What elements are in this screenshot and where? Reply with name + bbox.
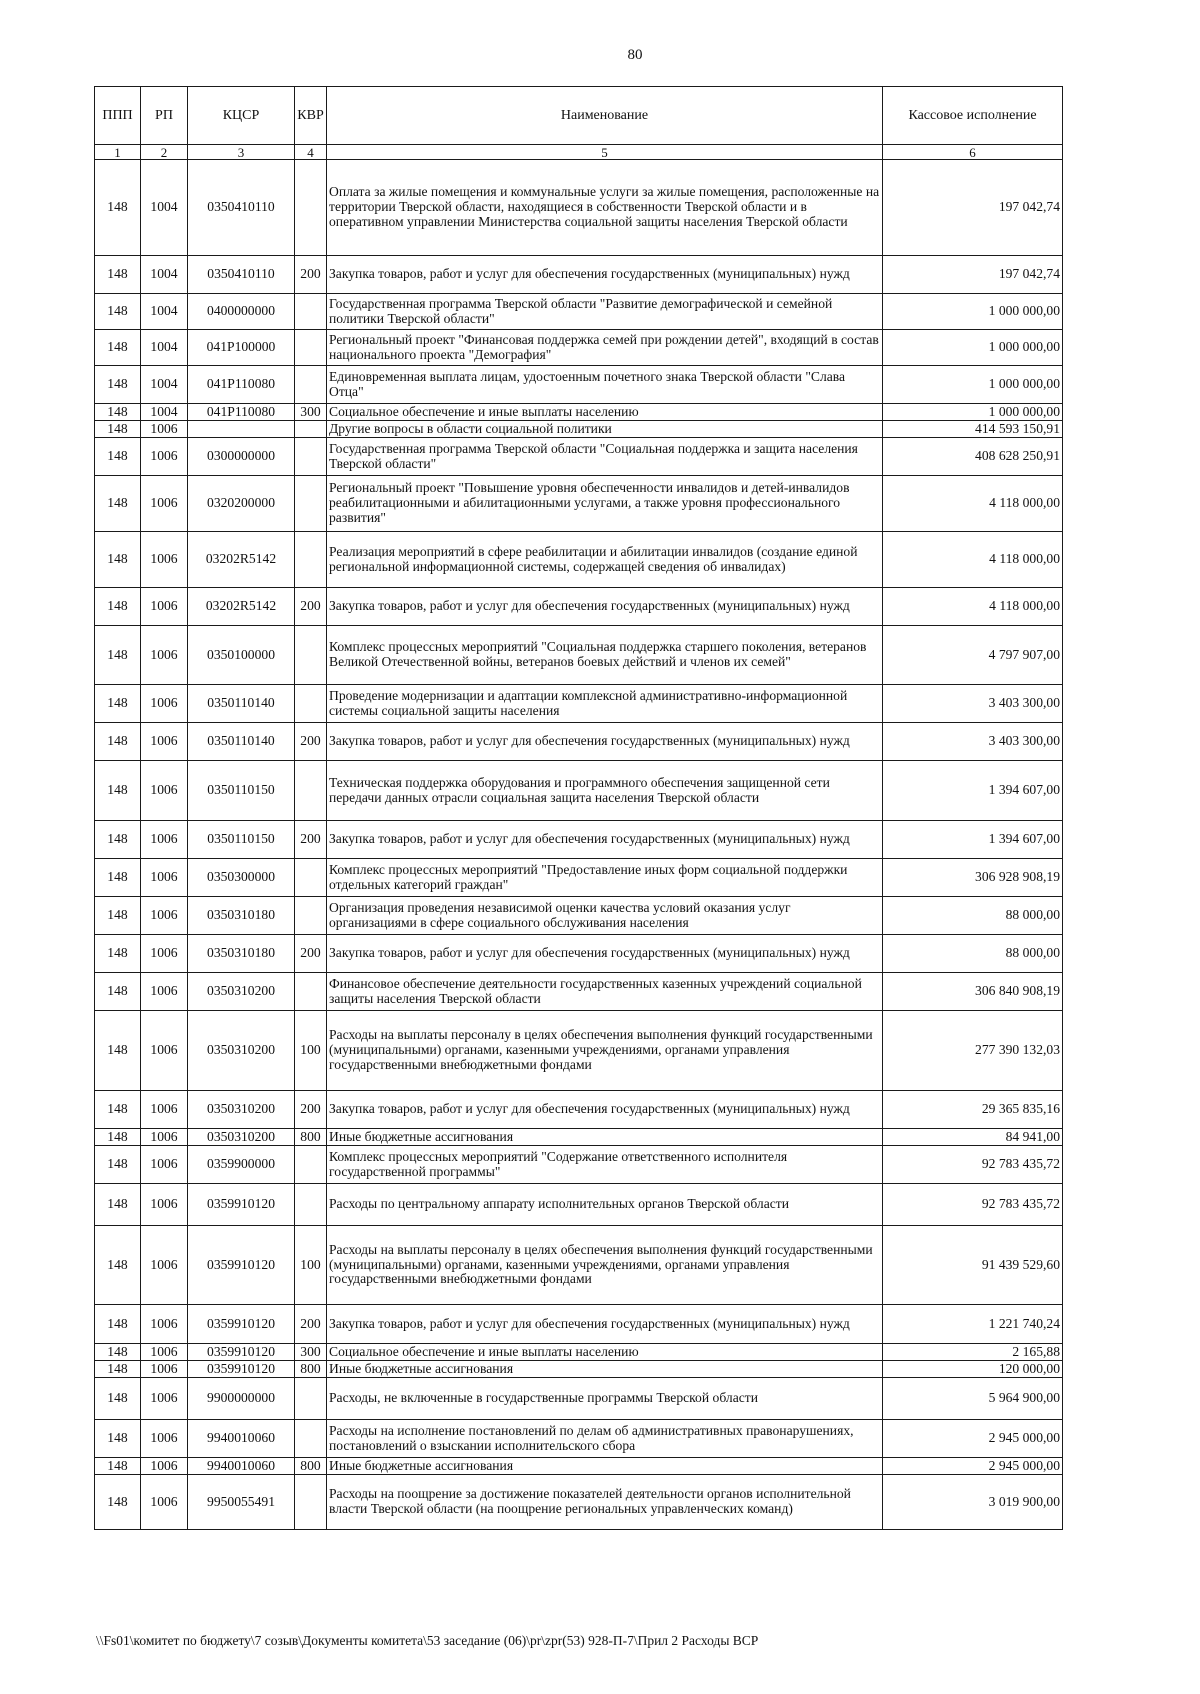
cell-kvr: 200: [295, 1091, 327, 1129]
cell-name: Расходы на исполнение постановлений по делам об административных правонарушениях, постановлений о взыскании исполнительского сбора: [327, 1420, 883, 1458]
cell-name: Единовременная выплата лицам, удостоенным почетного знака Тверской области "Слава Отца": [327, 366, 883, 404]
cell-amount: 1 000 000,00: [883, 294, 1063, 330]
cell-name: Расходы на выплаты персоналу в целях обеспечения выполнения функций государственными (муниципальными) органами, казенными учреждениями, органами управления государственными внебюджетными фондами: [327, 1011, 883, 1091]
cell-amount: 197 042,74: [883, 160, 1063, 256]
cell-name: Иные бюджетные ассигнования: [327, 1361, 883, 1378]
cell-ppp: 148: [95, 821, 141, 859]
cell-amount: 1 394 607,00: [883, 821, 1063, 859]
cell-rp: 1006: [141, 1458, 188, 1475]
cell-amount: 4 797 907,00: [883, 626, 1063, 685]
cell-ppp: 148: [95, 1420, 141, 1458]
cell-name: Закупка товаров, работ и услуг для обеспечения государственных (муниципальных) нужд: [327, 1091, 883, 1129]
cell-amount: 92 783 435,72: [883, 1184, 1063, 1226]
cell-name: Закупка товаров, работ и услуг для обеспечения государственных (муниципальных) нужд: [327, 1305, 883, 1344]
cell-kcsr: 0350110140: [188, 723, 295, 761]
cell-rp: 1006: [141, 588, 188, 626]
cell-amount: 2 945 000,00: [883, 1420, 1063, 1458]
cell-amount: 408 628 250,91: [883, 438, 1063, 476]
cell-name: Региональный проект "Финансовая поддержка семей при рождении детей", входящий в состав национального проекта "Демография": [327, 330, 883, 366]
cell-rp: 1006: [141, 532, 188, 588]
cell-ppp: 148: [95, 1458, 141, 1475]
cell-kcsr: [188, 421, 295, 438]
cell-ppp: 148: [95, 1475, 141, 1530]
table-row: [95, 626, 1063, 685]
cell-amount: 1 394 607,00: [883, 761, 1063, 821]
cell-kvr: 800: [295, 1458, 327, 1475]
cell-ppp: 148: [95, 588, 141, 626]
cell-ppp: 148: [95, 1305, 141, 1344]
cell-rp: 1006: [141, 723, 188, 761]
cell-name: Социальное обеспечение и иные выплаты населению: [327, 404, 883, 421]
table-row: [95, 1129, 1063, 1146]
cell-ppp: 148: [95, 1361, 141, 1378]
cell-ppp: 148: [95, 1091, 141, 1129]
cell-kcsr: 0359910120: [188, 1184, 295, 1226]
cell-name: Другие вопросы в области социальной политики: [327, 421, 883, 438]
table-row: [95, 859, 1063, 897]
table-row: [95, 588, 1063, 626]
cell-rp: 1004: [141, 160, 188, 256]
cell-rp: 1006: [141, 1011, 188, 1091]
cell-kcsr: 0359910120: [188, 1305, 295, 1344]
cell-kcsr: 0320200000: [188, 476, 295, 532]
cell-rp: 1006: [141, 821, 188, 859]
cell-kvr: [295, 532, 327, 588]
header-row: [95, 87, 1063, 145]
cell-ppp: 148: [95, 626, 141, 685]
cell-kvr: [295, 761, 327, 821]
cell-kvr: 800: [295, 1129, 327, 1146]
table-row: [95, 1361, 1063, 1378]
cell-rp: 1006: [141, 1226, 188, 1305]
cell-kvr: [295, 421, 327, 438]
table-row: [95, 935, 1063, 973]
cell-rp: 1006: [141, 1091, 188, 1129]
cell-name: Закупка товаров, работ и услуг для обеспечения государственных (муниципальных) нужд: [327, 935, 883, 973]
cell-amount: 3 019 900,00: [883, 1475, 1063, 1530]
cell-amount: 5 964 900,00: [883, 1378, 1063, 1420]
header-kvr: КВР: [295, 87, 327, 145]
cell-ppp: 148: [95, 1146, 141, 1184]
cell-name: Оплата за жилые помещения и коммунальные услуги за жилые помещения, расположенные на территории Тверской области, находящиеся в собственности Тверской области и в оперативном управлении Министерства социальной защиты населения Тверской области: [327, 160, 883, 256]
cell-amount: 4 118 000,00: [883, 532, 1063, 588]
cell-amount: 1 000 000,00: [883, 404, 1063, 421]
cell-amount: 2 165,88: [883, 1344, 1063, 1361]
table-row: [95, 1226, 1063, 1305]
cell-amount: 88 000,00: [883, 935, 1063, 973]
cell-name: Комплекс процессных мероприятий "Социальная поддержка старшего поколения, ветеранов Великой Отечественной войны, ветеранов боевых действий и членов их семей": [327, 626, 883, 685]
header-name: Наименование: [327, 87, 883, 145]
cell-name: Расходы, не включенные в государственные программы Тверской области: [327, 1378, 883, 1420]
table-row: [95, 294, 1063, 330]
cell-ppp: 148: [95, 1378, 141, 1420]
cell-kvr: [295, 685, 327, 723]
cell-kvr: [295, 1420, 327, 1458]
cell-name: Расходы на поощрение за достижение показателей деятельности органов исполнительной власти Тверской области (на поощрение региональных управленческих команд): [327, 1475, 883, 1530]
column-number: 5: [327, 145, 883, 160]
cell-rp: 1006: [141, 421, 188, 438]
cell-kcsr: 0350410110: [188, 160, 295, 256]
table-row: [95, 1146, 1063, 1184]
cell-rp: 1006: [141, 935, 188, 973]
cell-kcsr: 041P110080: [188, 366, 295, 404]
cell-ppp: 148: [95, 404, 141, 421]
column-number: 6: [883, 145, 1063, 160]
cell-rp: 1006: [141, 626, 188, 685]
cell-rp: 1006: [141, 1305, 188, 1344]
table-row: [95, 1378, 1063, 1420]
table-row: [95, 160, 1063, 256]
cell-amount: 92 783 435,72: [883, 1146, 1063, 1184]
cell-ppp: 148: [95, 761, 141, 821]
table-row: [95, 1344, 1063, 1361]
cell-kcsr: 041P110080: [188, 404, 295, 421]
table-row: [95, 1091, 1063, 1129]
cell-amount: 1 000 000,00: [883, 330, 1063, 366]
cell-amount: 91 439 529,60: [883, 1226, 1063, 1305]
cell-amount: 4 118 000,00: [883, 476, 1063, 532]
cell-kvr: [295, 1146, 327, 1184]
cell-name: Организация проведения независимой оценки качества условий оказания услуг организациями в сфере социального обслуживания населения: [327, 897, 883, 935]
page-number: 80: [627, 47, 643, 63]
column-number: 4: [295, 145, 327, 160]
table-row: [95, 723, 1063, 761]
cell-kvr: 100: [295, 1011, 327, 1091]
cell-rp: 1006: [141, 859, 188, 897]
cell-kcsr: 9950055491: [188, 1475, 295, 1530]
table-row: [95, 476, 1063, 532]
cell-kvr: [295, 1378, 327, 1420]
cell-kvr: 200: [295, 935, 327, 973]
cell-rp: 1006: [141, 761, 188, 821]
cell-kcsr: 0350300000: [188, 859, 295, 897]
cell-kvr: [295, 1475, 327, 1530]
cell-kcsr: 9900000000: [188, 1378, 295, 1420]
cell-rp: 1006: [141, 973, 188, 1011]
cell-ppp: 148: [95, 1129, 141, 1146]
header-amount: Кассовое исполнение: [883, 87, 1063, 145]
column-number: 1: [95, 145, 141, 160]
cell-kvr: 200: [295, 588, 327, 626]
cell-kcsr: 03202R5142: [188, 588, 295, 626]
table-row: [95, 1420, 1063, 1458]
header-rp: РП: [141, 87, 188, 145]
cell-kvr: 300: [295, 404, 327, 421]
cell-kvr: [295, 973, 327, 1011]
cell-rp: 1004: [141, 366, 188, 404]
cell-rp: 1006: [141, 1184, 188, 1226]
cell-ppp: 148: [95, 421, 141, 438]
cell-rp: 1006: [141, 685, 188, 723]
cell-rp: 1006: [141, 897, 188, 935]
cell-kcsr: 0350310200: [188, 1091, 295, 1129]
table-row: [95, 421, 1063, 438]
cell-kcsr: 0359910120: [188, 1344, 295, 1361]
column-number: 2: [141, 145, 188, 160]
cell-amount: 29 365 835,16: [883, 1091, 1063, 1129]
cell-ppp: 148: [95, 294, 141, 330]
cell-kvr: [295, 1184, 327, 1226]
cell-ppp: 148: [95, 1344, 141, 1361]
cell-amount: 88 000,00: [883, 897, 1063, 935]
cell-rp: 1006: [141, 476, 188, 532]
cell-kvr: 100: [295, 1226, 327, 1305]
cell-name: Расходы на выплаты персоналу в целях обеспечения выполнения функций государственными (муниципальными) органами, казенными учреждениями, органами управления государственными внебюджетными фондами: [327, 1226, 883, 1305]
table-row: [95, 1458, 1063, 1475]
cell-kcsr: 9940010060: [188, 1458, 295, 1475]
cell-ppp: 148: [95, 859, 141, 897]
cell-kvr: [295, 294, 327, 330]
cell-name: Финансовое обеспечение деятельности государственных казенных учреждений социальной защиты населения Тверской области: [327, 973, 883, 1011]
cell-ppp: 148: [95, 723, 141, 761]
cell-ppp: 148: [95, 366, 141, 404]
header-kcsr: КЦСР: [188, 87, 295, 145]
cell-amount: 4 118 000,00: [883, 588, 1063, 626]
cell-name: Расходы по центральному аппарату исполнительных органов Тверской области: [327, 1184, 883, 1226]
cell-rp: 1006: [141, 1420, 188, 1458]
cell-kcsr: 0350100000: [188, 626, 295, 685]
cell-kcsr: 0359910120: [188, 1226, 295, 1305]
cell-rp: 1006: [141, 1129, 188, 1146]
cell-ppp: 148: [95, 256, 141, 294]
table-body: [95, 160, 1063, 1530]
cell-kvr: 200: [295, 1305, 327, 1344]
cell-kcsr: 0350310200: [188, 1129, 295, 1146]
cell-kcsr: 0350310180: [188, 897, 295, 935]
cell-ppp: 148: [95, 1226, 141, 1305]
table-row: [95, 1305, 1063, 1344]
table-row: [95, 330, 1063, 366]
column-number: 3: [188, 145, 295, 160]
table-row: [95, 821, 1063, 859]
cell-rp: 1006: [141, 1361, 188, 1378]
table-row: [95, 897, 1063, 935]
cell-amount: 1 000 000,00: [883, 366, 1063, 404]
budget-table: [94, 86, 1063, 1530]
cell-kvr: [295, 476, 327, 532]
cell-name: Иные бюджетные ассигнования: [327, 1458, 883, 1475]
cell-kvr: 800: [295, 1361, 327, 1378]
table-row: [95, 438, 1063, 476]
cell-name: Техническая поддержка оборудования и программного обеспечения защищенной сети передачи данных отрасли социальная защита населения Тверской области: [327, 761, 883, 821]
cell-kvr: [295, 438, 327, 476]
cell-name: Закупка товаров, работ и услуг для обеспечения государственных (муниципальных) нужд: [327, 256, 883, 294]
cell-name: Закупка товаров, работ и услуг для обеспечения государственных (муниципальных) нужд: [327, 723, 883, 761]
cell-kcsr: 0400000000: [188, 294, 295, 330]
table-row: [95, 1184, 1063, 1226]
cell-name: Комплекс процессных мероприятий "Предоставление иных форм социальной поддержки отдельных категорий граждан": [327, 859, 883, 897]
cell-name: Иные бюджетные ассигнования: [327, 1129, 883, 1146]
cell-amount: 84 941,00: [883, 1129, 1063, 1146]
cell-name: Государственная программа Тверской области "Развитие демографической и семейной политики Тверской области": [327, 294, 883, 330]
cell-name: Государственная программа Тверской области "Социальная поддержка и защита населения Тверской области": [327, 438, 883, 476]
cell-kvr: [295, 897, 327, 935]
cell-ppp: 148: [95, 476, 141, 532]
cell-amount: 414 593 150,91: [883, 421, 1063, 438]
cell-amount: 120 000,00: [883, 1361, 1063, 1378]
cell-kcsr: 0350110140: [188, 685, 295, 723]
cell-ppp: 148: [95, 532, 141, 588]
cell-ppp: 148: [95, 1184, 141, 1226]
cell-name: Закупка товаров, работ и услуг для обеспечения государственных (муниципальных) нужд: [327, 821, 883, 859]
cell-ppp: 148: [95, 330, 141, 366]
cell-kcsr: 03202R5142: [188, 532, 295, 588]
cell-name: Проведение модернизации и адаптации комплексной административно-информационной системы социальной защиты населения: [327, 685, 883, 723]
table-row: [95, 366, 1063, 404]
table-row: [95, 973, 1063, 1011]
cell-kvr: 200: [295, 821, 327, 859]
cell-kcsr: 0350110150: [188, 761, 295, 821]
cell-kvr: [295, 859, 327, 897]
cell-kcsr: 0350310200: [188, 1011, 295, 1091]
table-row: [95, 256, 1063, 294]
cell-rp: 1006: [141, 438, 188, 476]
cell-rp: 1004: [141, 330, 188, 366]
cell-kcsr: 0350310180: [188, 935, 295, 973]
cell-ppp: 148: [95, 897, 141, 935]
cell-kcsr: 0300000000: [188, 438, 295, 476]
cell-ppp: 148: [95, 438, 141, 476]
cell-amount: 306 840 908,19: [883, 973, 1063, 1011]
cell-rp: 1006: [141, 1378, 188, 1420]
table-row: [95, 685, 1063, 723]
cell-ppp: 148: [95, 935, 141, 973]
cell-rp: 1006: [141, 1146, 188, 1184]
cell-name: Социальное обеспечение и иные выплаты населению: [327, 1344, 883, 1361]
cell-kvr: [295, 330, 327, 366]
cell-kcsr: 0350310200: [188, 973, 295, 1011]
cell-name: Комплекс процессных мероприятий "Содержание ответственного исполнителя государственной программы": [327, 1146, 883, 1184]
cell-kvr: 200: [295, 256, 327, 294]
cell-amount: 277 390 132,03: [883, 1011, 1063, 1091]
footer-file-path: \\Fs01\комитет по бюджету\7 созыв\Документы комитета\53 заседание (06)\pr\zpr(53) 928-П-7\Прил 2 Расходы ВСР: [96, 1633, 759, 1648]
cell-kcsr: 0350410110: [188, 256, 295, 294]
cell-ppp: 148: [95, 1011, 141, 1091]
cell-amount: 306 928 908,19: [883, 859, 1063, 897]
table-row: [95, 1011, 1063, 1091]
cell-rp: 1004: [141, 256, 188, 294]
cell-kcsr: 9940010060: [188, 1420, 295, 1458]
table-row: [95, 761, 1063, 821]
cell-rp: 1004: [141, 404, 188, 421]
cell-ppp: 148: [95, 685, 141, 723]
cell-amount: 3 403 300,00: [883, 723, 1063, 761]
cell-kvr: 200: [295, 723, 327, 761]
cell-kcsr: 0359900000: [188, 1146, 295, 1184]
cell-kvr: [295, 626, 327, 685]
cell-amount: 3 403 300,00: [883, 685, 1063, 723]
cell-rp: 1006: [141, 1344, 188, 1361]
cell-kcsr: 0359910120: [188, 1361, 295, 1378]
cell-rp: 1006: [141, 1475, 188, 1530]
cell-kcsr: 0350110150: [188, 821, 295, 859]
table-row: [95, 404, 1063, 421]
column-number-row: [95, 145, 1063, 160]
cell-kvr: 300: [295, 1344, 327, 1361]
cell-amount: 197 042,74: [883, 256, 1063, 294]
cell-name: Закупка товаров, работ и услуг для обеспечения государственных (муниципальных) нужд: [327, 588, 883, 626]
cell-kcsr: 041P100000: [188, 330, 295, 366]
cell-ppp: 148: [95, 973, 141, 1011]
cell-amount: 2 945 000,00: [883, 1458, 1063, 1475]
table-row: [95, 532, 1063, 588]
cell-kvr: [295, 160, 327, 256]
table-row: [95, 1475, 1063, 1530]
cell-amount: 1 221 740,24: [883, 1305, 1063, 1344]
cell-kvr: [295, 366, 327, 404]
cell-ppp: 148: [95, 160, 141, 256]
cell-rp: 1004: [141, 294, 188, 330]
cell-name: Региональный проект "Повышение уровня обеспеченности инвалидов и детей-инвалидов реабилитационными и абилитационными услугами, а также уровня профессионального развития": [327, 476, 883, 532]
cell-name: Реализация мероприятий в сфере реабилитации и абилитации инвалидов (создание единой региональной информационной системы, содержащей сведения об инвалидах): [327, 532, 883, 588]
header-ppp: ППП: [95, 87, 141, 145]
